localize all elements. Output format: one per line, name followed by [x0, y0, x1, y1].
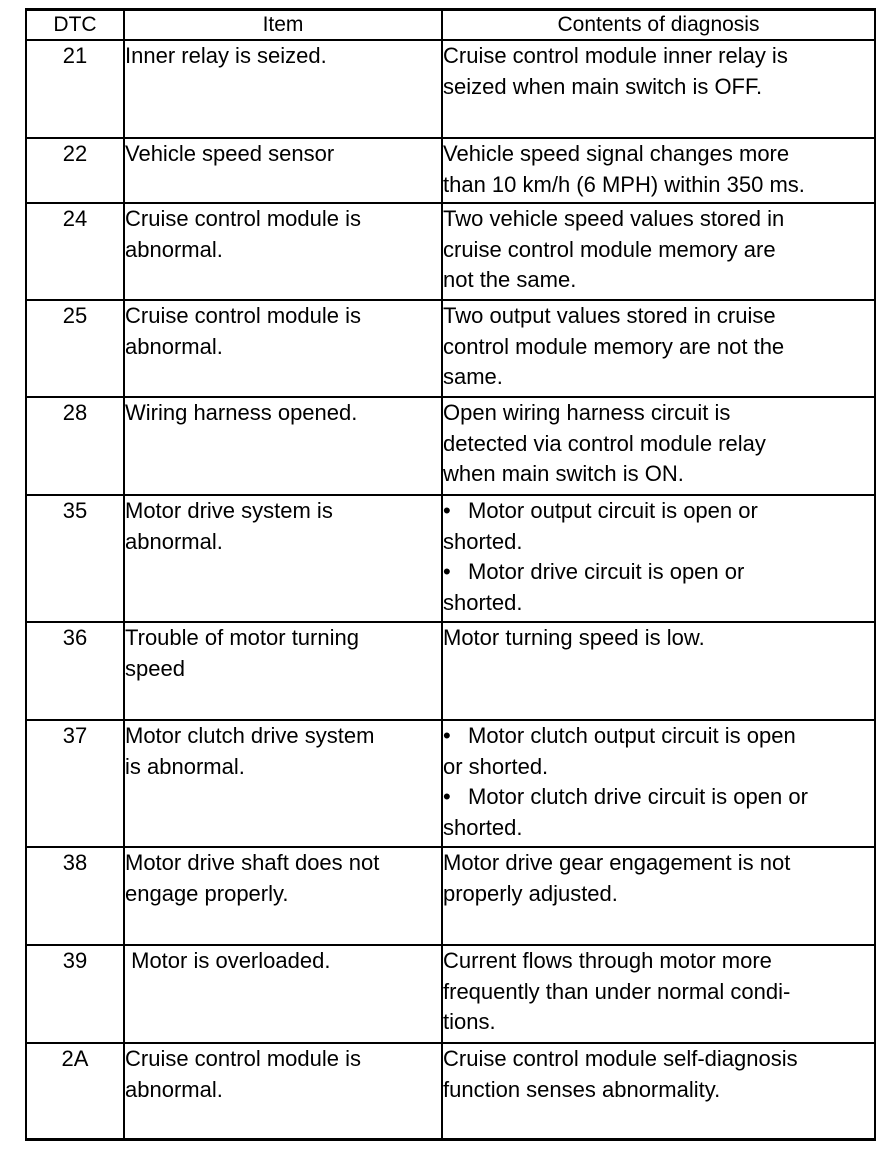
item-text: Motor clutch drive system — [125, 723, 375, 748]
diagnosis-cell — [442, 847, 875, 945]
diagnosis-text: frequently than under normal condi- — [443, 978, 791, 1004]
diagnosis-text: Current flows through motor more — [443, 948, 772, 973]
table-row — [26, 203, 875, 300]
diagnosis-text: Cruise control module inner relay is — [443, 43, 788, 68]
item-cell — [124, 622, 442, 720]
bullet-icon: • — [443, 784, 451, 809]
item-text: Motor is overloaded. — [125, 948, 331, 973]
item-cell — [124, 1043, 442, 1140]
item-text: Wiring harness opened. — [125, 400, 358, 425]
diagnosis-text: function senses abnormality. — [443, 1076, 721, 1102]
dtc-code: 2A — [26, 1043, 124, 1140]
diagnosis-text: Two output values stored in cruise — [443, 303, 776, 328]
item-text: is abnormal. — [125, 753, 245, 779]
diagnosis-text: than 10 km/h (6 MPH) within 350 ms. — [443, 171, 805, 197]
dtc-code: 22 — [26, 138, 124, 203]
diagnosis-text: properly adjusted. — [443, 880, 618, 906]
diagnosis-text: Motor output circuit is open or — [468, 498, 758, 523]
item-cell — [124, 40, 442, 138]
item-text: Cruise control module is — [125, 206, 361, 231]
item-text: abnormal. — [125, 1076, 223, 1102]
item-text: abnormal. — [125, 528, 223, 554]
diagnosis-text: or shorted. — [443, 753, 549, 779]
item-text: Trouble of motor turning — [125, 625, 359, 650]
item-cell — [124, 945, 442, 1043]
item-cell — [124, 847, 442, 945]
item-text: Cruise control module is — [125, 1046, 361, 1071]
diagnosis-text: not the same. — [443, 267, 577, 292]
item-text: Motor drive shaft does not — [125, 850, 380, 875]
item-text: abnormal. — [125, 333, 223, 359]
diagnosis-text: Motor clutch drive circuit is open or — [468, 784, 808, 809]
diagnosis-text: control module memory are not the — [443, 333, 785, 359]
dtc-diagnosis-table — [25, 8, 876, 1141]
diagnosis-cell — [442, 40, 875, 138]
diagnosis-cell — [442, 138, 875, 203]
header-dtc: DTC — [26, 10, 124, 41]
diagnosis-bullet-line — [443, 721, 874, 752]
item-text: Vehicle speed sensor — [125, 141, 335, 166]
item-text: Inner relay is seized. — [125, 43, 327, 68]
item-cell — [124, 720, 442, 847]
diagnosis-bullet-line — [443, 782, 874, 813]
diagnosis-text: detected via control module relay — [443, 430, 766, 456]
dtc-code: 35 — [26, 495, 124, 622]
bullet-icon: • — [443, 559, 451, 584]
dtc-code: 36 — [26, 622, 124, 720]
dtc-code: 38 — [26, 847, 124, 945]
diagnosis-cell — [442, 1043, 875, 1140]
item-cell — [124, 495, 442, 622]
diagnosis-cell — [442, 203, 875, 300]
dtc-code: 37 — [26, 720, 124, 847]
diagnosis-text: Motor drive gear engagement is not — [443, 850, 791, 875]
table-row — [26, 847, 875, 945]
diagnosis-text: Motor drive circuit is open or — [468, 559, 745, 584]
diagnosis-cell — [442, 397, 875, 495]
diagnosis-text: same. — [443, 364, 503, 389]
item-text: abnormal. — [125, 236, 223, 262]
header-item: Item — [124, 10, 442, 41]
diagnosis-text: Vehicle speed signal changes more — [443, 141, 790, 166]
table-row — [26, 1043, 875, 1140]
diagnosis-text: Motor clutch output circuit is open — [468, 723, 796, 748]
diagnosis-bullet-line — [443, 557, 874, 588]
table-row — [26, 138, 875, 203]
diagnosis-cell — [442, 300, 875, 397]
bullet-icon: • — [443, 723, 451, 748]
diagnosis-text: Motor turning speed is low. — [443, 625, 705, 650]
table-row — [26, 40, 875, 138]
diagnosis-cell — [442, 622, 875, 720]
table-row — [26, 495, 875, 622]
diagnosis-text: shorted. — [443, 814, 523, 840]
diagnosis-cell — [442, 495, 875, 622]
table-row — [26, 945, 875, 1043]
dtc-code: 25 — [26, 300, 124, 397]
item-text: engage properly. — [125, 880, 289, 906]
dtc-code: 39 — [26, 945, 124, 1043]
diagnosis-text: shorted. — [443, 528, 523, 554]
table-row — [26, 720, 875, 847]
diagnosis-text: cruise control module memory are — [443, 236, 776, 262]
header-contents-of-diagnosis: Contents of diagnosis — [442, 10, 875, 41]
table-row — [26, 397, 875, 495]
item-cell — [124, 300, 442, 397]
diagnosis-text: Cruise control module self-diagnosis — [443, 1046, 798, 1071]
diagnosis-cell — [442, 720, 875, 847]
diagnosis-text: Open wiring harness circuit is — [443, 400, 731, 425]
diagnosis-bullet-line — [443, 496, 874, 527]
diagnosis-text: when main switch is ON. — [443, 461, 684, 486]
bullet-icon: • — [443, 498, 451, 523]
item-cell — [124, 203, 442, 300]
dtc-code: 21 — [26, 40, 124, 138]
table-row — [26, 622, 875, 720]
diagnosis-text: shorted. — [443, 589, 523, 615]
diagnosis-text: tions. — [443, 1009, 496, 1034]
diagnosis-cell — [442, 945, 875, 1043]
table-row — [26, 300, 875, 397]
table-header-row — [26, 10, 875, 41]
diagnosis-text: Two vehicle speed values stored in — [443, 206, 785, 231]
dtc-code: 24 — [26, 203, 124, 300]
item-cell — [124, 138, 442, 203]
item-cell — [124, 397, 442, 495]
item-text: Cruise control module is — [125, 303, 361, 328]
diagnosis-text: seized when main switch is OFF. — [443, 73, 763, 99]
item-text: Motor drive system is — [125, 498, 333, 523]
item-text: speed — [125, 655, 185, 681]
dtc-code: 28 — [26, 397, 124, 495]
